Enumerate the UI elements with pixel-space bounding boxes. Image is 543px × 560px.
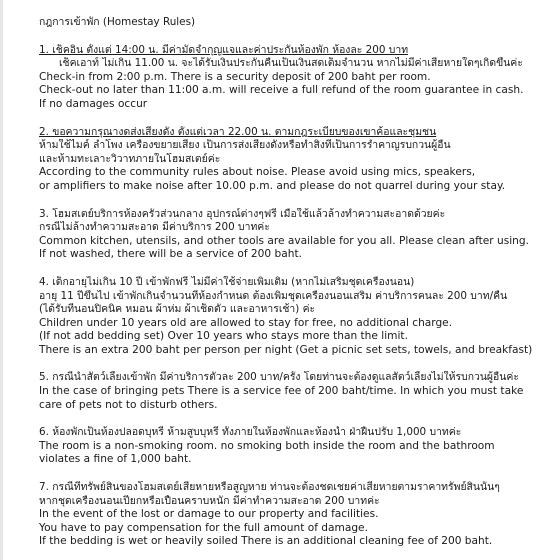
rule-7-thai-line-1: 7. กรณีที่ทรัพย์สินของโฮมสเตย์เสียหายหรือสูญหาย ท่านจะต้องชดเชยค่าเสียหายตามราคาทรัพย์สินนั้นๆ: [39, 481, 500, 494]
rule-6-thai-line-1: 6. ห้องพักเป็นห้องปลอดบุหรี่ ห้ามสูบบุหรี่ ทั้งภายในห้องพักและห้องน้ำ ฝ่าฝืนปรับ 1,000 บาทค่ะ: [39, 426, 462, 439]
rule-4-thai-line-3: (ได้รับที่นอนปิคนิค หมอน ผ้าห่ม ผ้าเช็ดตัว และอาหารเช้า) ค่ะ: [39, 303, 316, 316]
rule-2-thai-line-2: ห้ามใช้ไมค์ ลำโพง เครื่องขยายเสียง เป็นการส่งเสียงดังหรือทำสิ่งที่เป็นการรำคาญรบกวนผู้อื่น: [39, 139, 451, 152]
rule-3-thai-line-1: 3. โฮมสเตย์บริการห้องครัวส่วนกลาง อุปกรณ์ต่างๆฟรี เมื่อใช้แล้วล้างทำความสะอาดด้วยค่ะ: [39, 207, 446, 220]
rule-5: [39, 371, 539, 412]
spacer: [39, 194, 539, 208]
rule-2-english-line-2: or amplifiers to make noise after 10.00 p.m. and please do not quarrel during your stay.: [39, 179, 506, 192]
rule-5-thai-line-1: 5. กรณีนำสัตว์เลี้ยงเข้าพัก มีค่าบริการตัวละ 200 บาท/ครั้ง โดยท่านจะต้องดูแลสัตว์เลี้ยงไม่ให้รบกวนผู้อื่นค่ะ: [39, 371, 519, 384]
rule-2-english-line-1: According to the community rules about noise. Please avoid using mics, speakers,: [39, 166, 476, 179]
rule-3: [39, 208, 539, 262]
rule-1-english-line-2: Check-out no later than 11:00 a.m. will receive a full refund of the room guarantee in cash.: [39, 84, 524, 97]
rule-7-english-line-1: In the event of the lost or damage to our property and facilities.: [39, 508, 379, 521]
document-title: กฎการเข้าพัก (Homestay Rules): [39, 16, 196, 28]
rule-3-english-line-2: If not washed, there will be a service of 200 baht.: [39, 248, 302, 261]
rule-4-english-line-1: Children under 10 years old are allowed to stay for free, no additional charge.: [39, 316, 453, 329]
spacer: [39, 112, 539, 126]
rule-4-english-line-2: (If not add bedding set) Over 10 years who stays more than the limit.: [39, 330, 408, 343]
rule-4: [39, 276, 539, 358]
rule-5-english-line-1: In the case of bringing pets There is a service fee of 200 baht/time. In which you must take: [39, 385, 524, 398]
rule-6: [39, 426, 539, 467]
rule-7-thai-line-2: หากชุดเครื่องนอนเปียกหรือเปื้อนคราบหนัก มีค่าทำความสะอาด 200 บาทค่ะ: [39, 494, 380, 507]
rule-3-thai-line-2: กรณีไม่ล้างทำความสะอาด มีค่าบริการ 200 บาทค่ะ: [39, 221, 270, 234]
rule-1: [39, 44, 539, 112]
rule-4-thai-line-1: 4. เด็กอายุไม่เกิน 10 ปี เข้าพักฟรี ไม่มีค่าใช้จ่ายเพิ่มเติม (หากไม่เสริมชุดเครื่องนอน): [39, 275, 415, 288]
rule-5-english-line-2: care of pets not to disturb others.: [39, 398, 218, 411]
spacer: [39, 412, 539, 426]
rule-6-english-line-1: The room is a non-smoking room. no smoking both inside the room and the bathroom: [39, 439, 495, 452]
rule-1-thai-line-2: เช็คเอาท์ ไม่เกิน 11.00 น. จะได้รับเงินประกันคืนเป็นเงินสดเต็มจำนวน หากไม่มีค่าเสียหายใดๆเกิดขึ้นค่ะ: [59, 57, 523, 70]
rule-6-english-line-2: violates a fine of 1,000 baht.: [39, 453, 192, 466]
rule-7-english-line-3: If the bedding is wet or heavily soiled There is an additional cleaning fee of 200 baht.: [39, 535, 493, 548]
spacer: [39, 467, 539, 481]
spacer: [39, 30, 539, 44]
spacer: [39, 262, 539, 276]
rule-7: [39, 481, 539, 549]
rule-2-thai-line-3: และห้ามทะเลาะวิวาทภายในโฮมสเตย์ค่ะ: [39, 152, 221, 165]
rule-4-thai-line-2: อายุ 11 ปีขึ้นไป เข้าพักเกินจำนวนที่ห้องกำหนด ต้องเพิ่มชุดเครื่องนอนเสริม ค่าบริการคนละ 200 บาท/คืน: [39, 289, 508, 302]
rule-1-english-line-1: Check-in from 2:00 p.m. There is a security deposit of 200 baht per room.: [39, 70, 431, 83]
rule-7-english-line-2: You have to pay compensation for the full amount of damage.: [39, 521, 368, 534]
rule-4-english-line-3: There is an extra 200 baht per person per night (Get a picnic set sets, towels, and breakfast): [39, 343, 533, 356]
rule-2: [39, 126, 539, 194]
rule-3-english-line-1: Common kitchen, utensils, and other tools are available for you all. Please clean after using.: [39, 234, 529, 247]
rule-1-english-line-3: If no damages occur: [39, 97, 148, 110]
spacer: [39, 357, 539, 371]
rule-1-thai-line-1: 1. เช็คอิน ตั้งแต่ 14:00 น. มีค่ามัดจำกุญแจและค่าประกันห้องพัก ห้องละ 200 บาท: [39, 43, 409, 56]
rule-2-thai-line-1: 2. ขอความกรุณางดส่งเสียงดัง ตั้งแต่เวลา 22.00 น. ตามกฎระเบียบของเขาค้อและชุมชน: [39, 125, 437, 138]
homestay-rules-document: [39, 16, 539, 549]
